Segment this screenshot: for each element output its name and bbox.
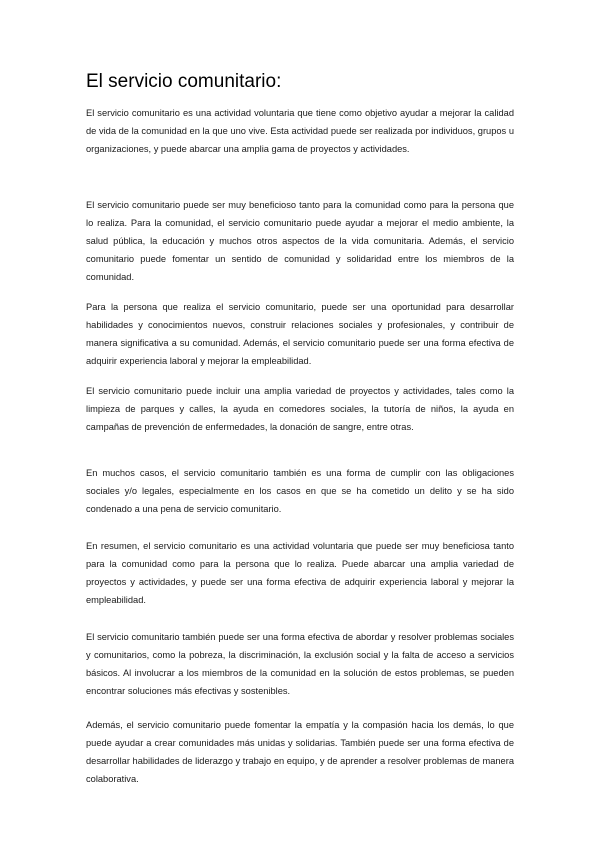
paragraph-obligations: En muchos casos, el servicio comunitario también es una forma de cumplir con las obligaciones sociales y/o legales, especialmente en los casos en que se ha cometido un delito y se ha sido condenado a una pena de servicio comunitario. xyxy=(86,468,514,514)
paragraph-social-problems: El servicio comunitario también puede ser una forma efectiva de abordar y resolver problemas sociales y comunitarios, como la pobreza, la discriminación, la exclusión social y la falta de acceso a servicios básicos. Al involucrar a los miembros de la comunidad en la solución de estos problemas, se pueden encontrar soluciones más efectivas y sostenibles. xyxy=(86,632,514,696)
paragraph-empathy: Además, el servicio comunitario puede fomentar la empatía y la compasión hacia los demás, lo que puede ayudar a crear comunidades más unidas y solidarias. También puede ser una forma efectiva de desarrollar habilidades de liderazgo y trabajo en equipo, y de aprender a resolver problemas de manera colaborativa. xyxy=(86,720,514,784)
paragraph-examples: El servicio comunitario puede incluir una amplia variedad de proyectos y actividades, tales como la limpieza de parques y calles, la ayuda en comedores sociales, la tutoría de niños, la ayuda en campañas de prevención de enfermedades, la donación de sangre, entre otras. xyxy=(86,386,514,432)
paragraph-intro: El servicio comunitario es una actividad voluntaria que tiene como objetivo ayudar a mejorar la calidad de vida de la comunidad en la que uno vive. Esta actividad puede ser realizada por individuos, grupos u organizaciones, y puede abarcar una amplia gama de proyectos y actividades. xyxy=(86,108,514,154)
paragraph-personal-benefits: Para la persona que realiza el servicio comunitario, puede ser una oportunidad para desarrollar habilidades y conocimientos nuevos, construir relaciones sociales y profesionales, y contribuir de manera significativa a su comunidad. Además, el servicio comunitario puede ser una forma efectiva de adquirir experiencia laboral y mejorar la empleabilidad. xyxy=(86,302,514,366)
paragraph-benefits: El servicio comunitario puede ser muy beneficioso tanto para la comunidad como para la persona que lo realiza. Para la comunidad, el servicio comunitario puede ayudar a mejorar el medio ambiente, la salud pública, la educación y muchos otros aspectos de la vida comunitaria. Además, el servicio comunitario puede fomentar un sentido de comunidad y solidaridad entre los miembros de la comunidad. xyxy=(86,200,514,282)
document-title: El servicio comunitario: xyxy=(86,71,282,92)
paragraph-summary: En resumen, el servicio comunitario es una actividad voluntaria que puede ser muy beneficiosa tanto para la comunidad como para la persona que lo realiza. Puede abarcar una amplia variedad de proyectos y actividades, y puede ser una forma efectiva de adquirir experiencia laboral y mejorar la empleabilidad. xyxy=(86,541,514,605)
